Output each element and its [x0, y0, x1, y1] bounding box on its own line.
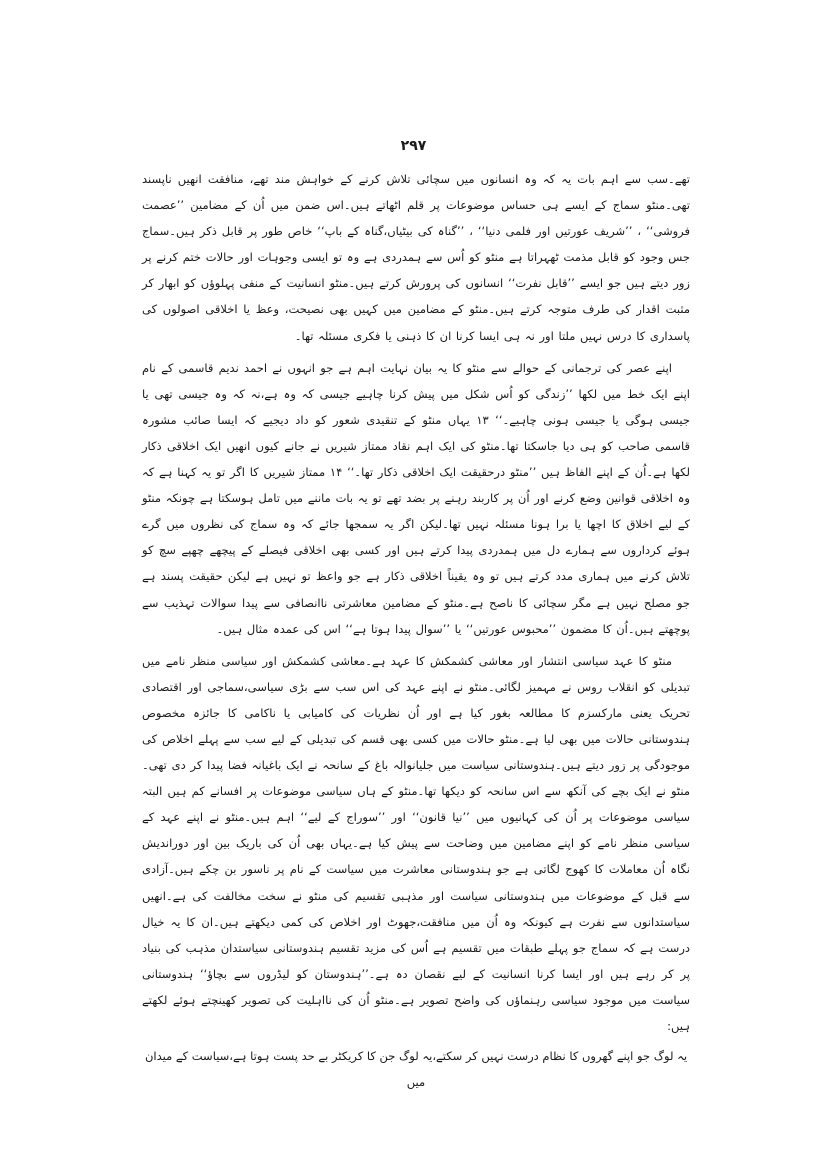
body-text — [142, 166, 690, 1095]
paragraph: تھے۔سب سے اہم بات یہ کہ وہ انسانوں میں سچائی تلاش کرنے کے خواہش مند تھے، منافقت انھیں ناپسند تھی۔منٹو سماج کے ایسے ہی حساس موضوعات پر قلم اٹھاتے ہیں۔اس ضمن میں اُن کے مضامین ’’عصمت فروشی‘‘ ، ’’شریف عورتیں اور فلمی دنیا‘‘ ، ’’گناہ کی بیٹیاں،گناہ کے باپ‘‘ خاص طور پر قابل ذکر ہیں۔سماج جس وجود کو قابل مذمت ٹھہراتا ہے منٹو کو اُس سے ہمدردی ہے وہ تو ایسی وجوہات اور حالات ختم کرنے پر زور دیتے ہیں جو ایسے ’’قابل نفرت‘‘ انسانوں کی پرورش کرتے ہیں۔منٹو انسانیت کے منفی پہلوؤں کو ابھار کر مثبت اقدار کی طرف متوجہ کرتے ہیں۔منٹو کے مضامین میں کہیں بھی نصیحت، وعظ یا اخلاقی اصولوں کی پاسداری کا درس نہیں ملتا اور نہ ہی ایسا کرنا ان کا ذہنی یا فکری مسئلہ تھا۔ — [142, 172, 690, 343]
paragraph: اپنے عصر کی ترجمانی کے حوالے سے منٹو کا یہ بیان نہایت اہم ہے جو انہوں نے احمد ندیم قاسمی کے نام اپنے ایک خط میں لکھا ’’زندگی کو اُس شکل میں پیش کرنا چاہیے جیسی کہ وہ ہے،نہ کہ وہ جیسی تھی یا جیسی ہوگی یا جیسی ہونی چاہیے۔‘‘ ۱۳ یہاں منٹو کے تنقیدی شعور کو داد دیجیے کہ ایسا صائب مشورہ قاسمی صاحب کو ہی دیا جاسکتا تھا۔منٹو کی ایک اہم نقاد ممتاز شیریں نے جانے کیوں انھیں ایک اخلاقی ذکار لکھا ہے۔اُن کے اپنے الفاظ ہیں ’’منٹو درحقیقت ایک اخلاقی ذکار تھا۔‘‘ ۱۴ ممتاز شیریں کا اگر تو یہ کہنا ہے کہ وہ اخلاقی قوانین وضع کرنے اور اُن پر کاربند رہنے پر بضد تھے تو یہ بات ماننے میں تامل ہوسکتا ہے چونکہ منٹو کے لیے اخلاق کا اچھا یا برا ہونا مسئلہ نہیں تھا۔لیکن اگر یہ سمجھا جائے کہ وہ سماج کی نظروں میں گرے ہوئے کرداروں سے ہمارے دل میں ہمدردی پیدا کرتے ہیں اور کسی بھی اخلاقی فیصلے کے پیچھے چھپے سچ کو تلاش کرنے میں ہماری مدد کرتے ہیں تو وہ یقیناً اخلاقی ذکار ہے جو واعظ تو نہیں ہے لیکن حقیقت پسند ہے جو مصلح نہیں ہے مگر سچائی کا ناصح ہے۔منٹو کے مضامین معاشرتی ناانصافی سے پیدا سوالات تہذیب سے پوچھتے ہیں۔اُن کا مضمون ’’محبوس عورتیں‘‘ یا ’’سوال پیدا ہوتا ہے‘‘ اس کی عمدہ مثال ہیں۔ — [142, 360, 691, 636]
block-quote: یہ لوگ جو اپنے گھروں کا نظام درست نہیں کر سکتے،یہ لوگ جن کا کریکٹر بے حد پست ہوتا ہے،سیاست کے میدان میں — [144, 1049, 688, 1090]
page-number: ۲۹۷ — [400, 138, 427, 154]
paragraph: منٹو کا عہد سیاسی انتشار اور معاشی کشمکش کا عہد ہے۔معاشی کشمکش اور سیاسی منظر نامے میں تبدیلی کو انقلاب روس نے مہمیز لگائی۔منٹو نے اپنے عہد کی اس سب سے بڑی سیاسی،سماجی اور اقتصادی تحریک یعنی مارکسزم کا مطالعہ بغور کیا ہے اور اُن نظریات کی کامیابی یا ناکامی کا جائزہ مخصوص ہندوستانی حالات میں بھی لیا ہے۔منٹو حالات میں کسی بھی قسم کی تبدیلی کے لیے سب سے پہلے اخلاص کی موجودگی پر زور دیتے ہیں۔ہندوستانی سیاست میں جلیانوالہ باغ کے سانحہ نے ایک باغیانہ فضا پیدا کر دی تھی۔منٹو نے ایک بچے کی آنکھ سے اس سانحہ کو دیکھا تھا۔منٹو کے ہاں سیاسی موضوعات پر افسانے کم ہیں البتہ سیاسی موضوعات پر اُن کی کہانیوں میں ’’نیا قانون‘‘ اور ’’سوراج کے لیے‘‘ اہم ہیں۔منٹو نے اپنے عہد کے سیاسی منظر نامے کو اپنے مضامین میں وضاحت سے پیش کیا ہے۔یہاں بھی اُن کی باریک بین اور دوراندیش نگاہ اُن معاملات کا کھوج لگاتی ہے جو ہندوستانی معاشرت میں سیاست کے نام پر ناسور بن چکے ہیں۔آزادی سے قبل کے موضوعات میں ہندوستانی سیاست اور مذہبی تقسیم کی منٹو نے سخت مخالفت کی ہے۔انھیں سیاستدانوں سے نفرت ہے کیونکہ وہ اُن میں منافقت،جھوٹ اور اخلاص کی کمی دیکھتے ہیں۔ان کا یہ خیال درست ہے کہ سماج جو پہلے طبقات میں تقسیم ہے اُس کی مزید تقسیم ہندوستانی سیاستدان مذہب کی بنیاد پر کر رہے ہیں اور ایسا کرنا انسانیت کے لیے نقصان دہ ہے۔’’ہندوستان کو لیڈروں سے بچاؤ‘‘ ہندوستانی سیاست میں موجود سیاسی رہنماؤں کی واضح تصویر ہے۔منٹو اُن کی نااہلیت کی تصویر کھینچتے ہوئے لکھتے ہیں: — [142, 653, 690, 1033]
